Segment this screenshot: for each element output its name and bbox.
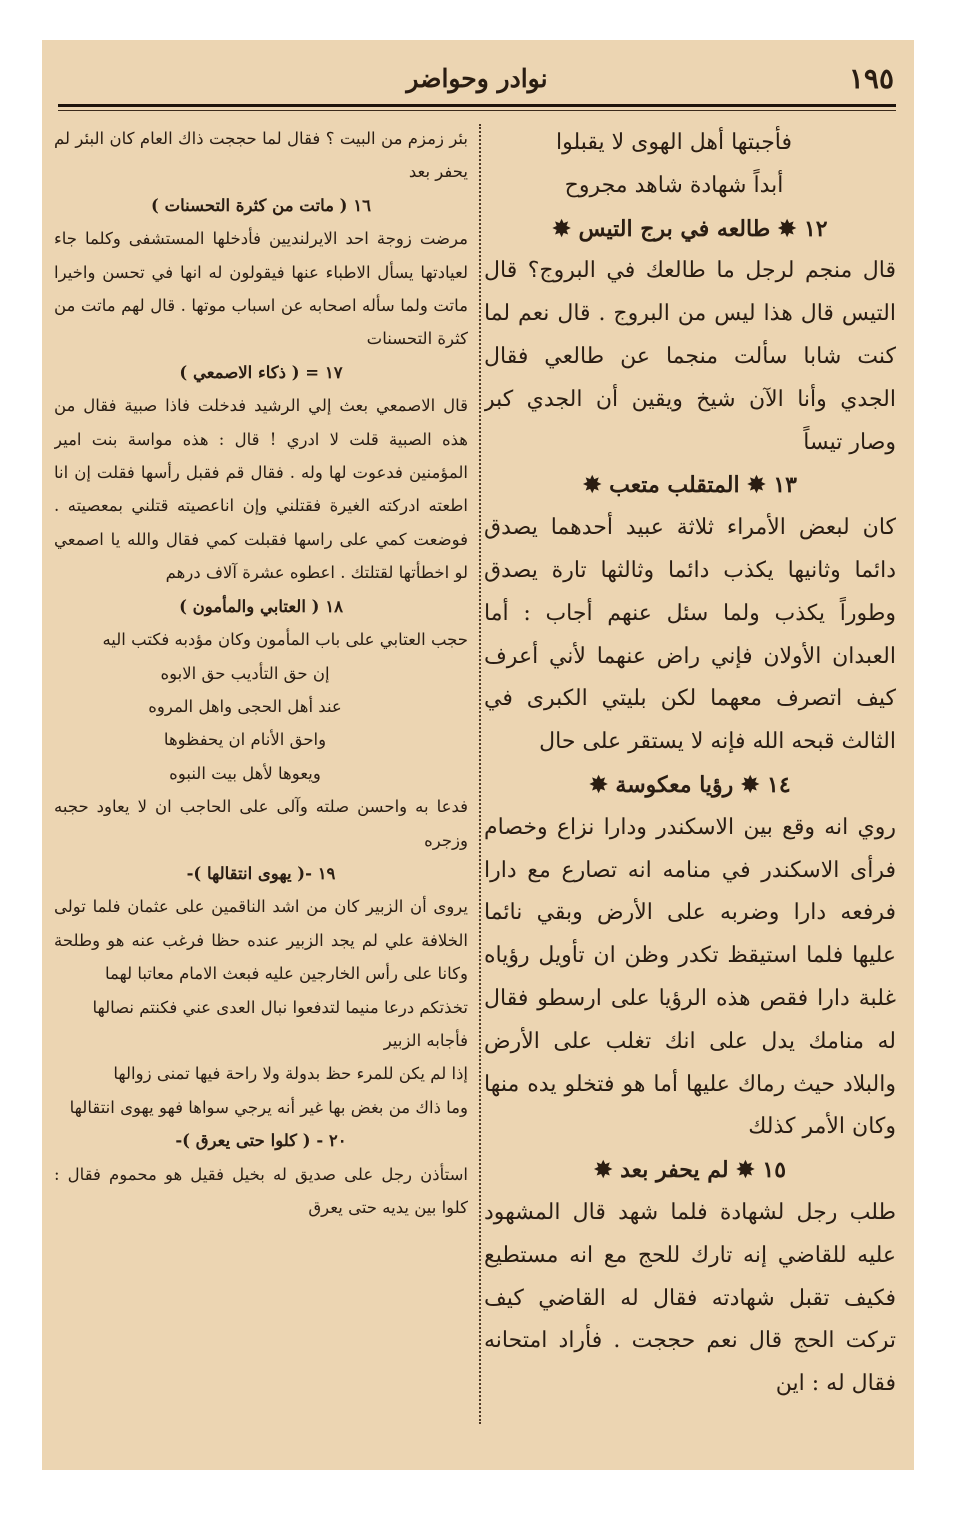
anecdote-heading: ١٨ ( العتابي والمأمون ): [179, 596, 343, 616]
header-rule-thin: [58, 110, 896, 111]
anecdote-text: بئر زمزم من البيت ؟ فقال لما حججت ذاك العام كان البئر لم يحفر بعد: [54, 129, 468, 182]
verse-line: ويعوها لأهل بيت النبوه: [169, 763, 321, 783]
anecdote-heading: ١٣ ✸ المتقلب متعب ✸: [583, 472, 797, 499]
book-page: [42, 40, 914, 1470]
anecdote-text: حجب العتابي على باب المأمون وكان مؤدبه فكتب اليه: [102, 630, 468, 650]
header-rule: [58, 104, 896, 107]
verse-line: تخذتكم درعا منيما لتدفعوا نبال العدى عني فكنتم نصالها: [92, 997, 468, 1017]
anecdote-heading: ١٦ ( ماتت من كثرة التحسنات ): [151, 195, 371, 215]
anecdote-text: طلب رجل لشهادة فلما شهد قال المشهود عليه للقاضي إنه تارك للحج مع انه مستطيع فكيف تقبل شهادته فقال له القاضي كيف تركت الحج قال نعم حججت . فأراد امتحانه فقال له : اين: [484, 1199, 896, 1397]
page-number: ١٩٥: [848, 62, 894, 95]
verse-line: إن حق التأديب حق الابوه: [160, 663, 330, 683]
verse-line: واحق الأنام ان يحفظوها: [163, 730, 327, 750]
left-column: [54, 122, 468, 1422]
anecdote-heading: ١٤ ✸ رؤيا معكوسة ✸: [589, 771, 791, 798]
verse-line: عند أهل الحجى واهل المروه: [148, 696, 342, 716]
verse-line: إذا لم يكن للمرء حظ بدولة ولا راحة فيها تمنى زوالها: [113, 1064, 468, 1084]
anecdote-heading: ١٧ = ( ذكاء الاصمعي ): [179, 362, 343, 382]
verse-line: فأجبتها أهل الهوى لا يقبلوا: [555, 130, 793, 155]
anecdote-text: قال منجم لرجل ما طالعك في البروج؟ قال التيس قال هذا ليس من البروج . قال نعم لما كنت شابا سألت منجما عن طالعي فقال الجدي وأنا الآن شيخ ويقين أن الجدي كبر وصار تيساً: [484, 258, 896, 455]
anecdote-text: فأجابه الزبير: [383, 1030, 468, 1050]
anecdote-heading: ٢٠ - ( كلوا حتى يعرق )-: [175, 1131, 347, 1151]
anecdote-text: كان لبعض الأمراء ثلاثة عبيد أحدهما يصدق دائما وثانيها يكذب دائما وثالثها تارة يصدق وطوراً يكذب ولما سئل عنهم أجاب : أما العبدان الأولان فإني راض عنهما لأني أعرف كيف اتصرف معهما لكن بليتي الكبرى في الثالث قبحه الله فإنه لا يستقر على حال: [484, 515, 896, 755]
anecdote-text: استأذن رجل على صديق له بخيل فقيل هو محموم فقال : كلوا بين يديه حتى يعرق: [54, 1164, 468, 1217]
anecdote-text: روي انه وقع بين الاسكندر ودارا نزاع وخصام فرأى الاسكندر في منامه انه تصارع مع دارا فرفعه دارا وضربه على الأرض وبقي نائما عليها فلما استيقظ تكدر وظن ان تأويل رؤياه غلبة دارا فقص هذه الرؤيا على ارسطو فقال له منامك يدل على انك تغلب على الأرض والبلاد حيث رماك عليها أما هو فتخلو يده منها وكان الأمر كذلك: [484, 814, 896, 1140]
column-divider: [479, 124, 482, 1424]
anecdote-text: قال الاصمعي بعث إلي الرشيد فدخلت فاذا صبية فقال من هذه الصبية قلت لا ادري ! قال : هذه مواسة بنت امير المؤمنين فدعوت لها وله . فقال قم فقبل رأسها فقلت إن انا اطعته ادركته الغيرة فقتلني وإن اناعصيته قتلني بمعصيته . فوضعت كمي على راسها فقبلت كمي فقال والله يا اصمعي لو اخطأتها لقتلتك . اعطوه عشرة آلاف درهم: [54, 396, 468, 583]
anecdote-text: فدعا به واحسن صلته وآلى على الحاجب ان لا يعاود حجبه وزجره: [54, 797, 468, 850]
anecdote-heading: ١٩ -( يهوى انتقالها )-: [186, 863, 336, 883]
anecdote-heading: ١٥ ✸ لم يحفر بعد ✸: [593, 1157, 787, 1184]
anecdote-text: يروى أن الزبير كان من اشد الناقمين على عثمان فلما تولى الخلافة علي لم يجد الزبير عنده حظا فرغب عنه هو وطلحة وكانا على رأس الخارجين عليه فبعث الامام معاتبا لهما: [54, 897, 468, 984]
anecdote-heading: ١٢ ✸ طالعه في برج التيس ✸: [552, 215, 828, 242]
verse-line: وما ذاك من بغض بها غير أنه يرجي سواها فهو يهوى انتقالها: [69, 1097, 468, 1117]
verse-line: أبداً شهادة شاهد مجروح: [564, 172, 784, 198]
right-column: [484, 122, 896, 1422]
page-header: [58, 60, 896, 102]
anecdote-text: مرضت زوجة احد الايرلنديين فأدخلها المستشفى وكلما جاء لعيادتها يسأل الاطباء عنها فيقولون له انها في تحسن واخيرا ماتت ولما سأله اصحابه عن اسباب موتها . قال لهم ماتت من كثرة التحسنات: [54, 229, 468, 349]
running-title: نوادر وحواضر: [406, 64, 548, 93]
